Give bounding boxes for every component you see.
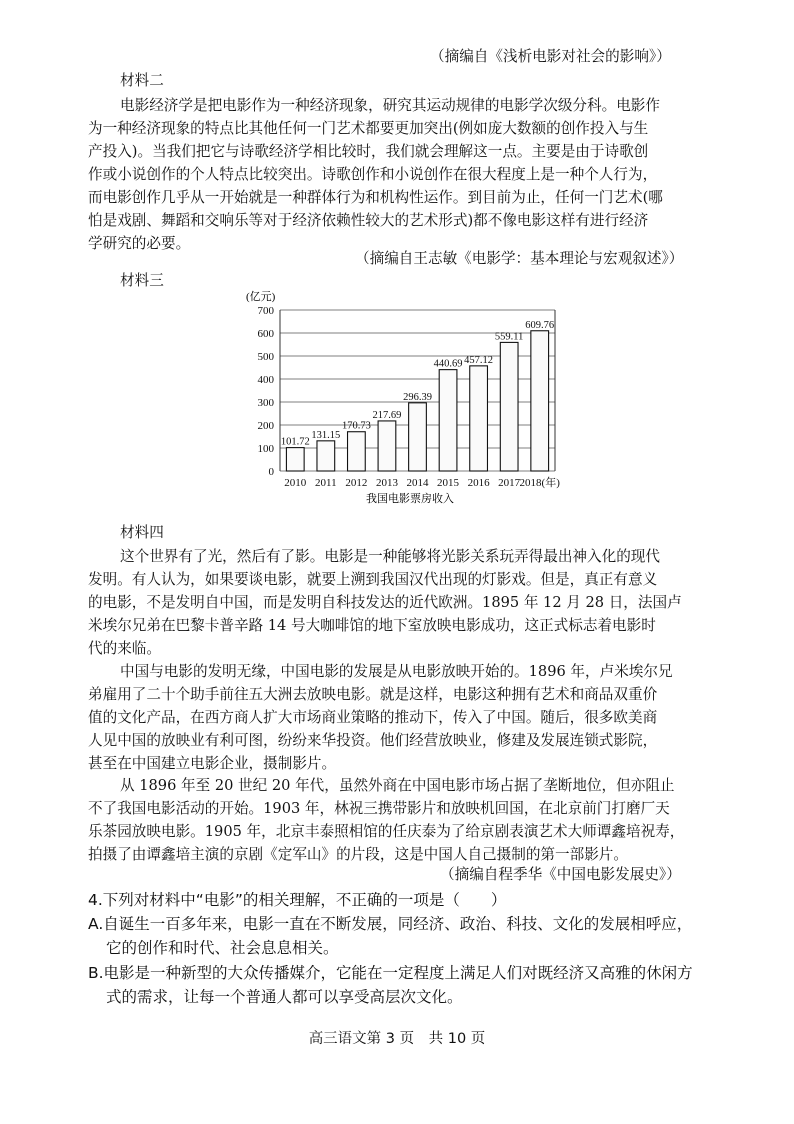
x-axis-ticks [284,475,560,489]
x-tick-label: 2018(年) [519,477,560,489]
bar-value-label: 101.72 [280,436,310,448]
bar-value-label: 131.15 [311,429,341,441]
material4-line: 甚至在中国建立电影企业，摄制影片。 [88,755,337,772]
material4-line: 米埃尔兄弟在巴黎卡普辛路 14 号大咖啡馆的地下室放映电影成功，这正式标志着电影时 [88,617,656,634]
y-tick-label: 700 [257,305,274,317]
x-tick-label: 2014 [406,477,429,489]
bar [531,331,549,471]
option-a-line1: A.自诞生一百多年来，电影一直在不断发展，同经济、政治、科技、文化的发展相呼应， [88,915,693,933]
y-tick-label: 600 [257,328,274,340]
option-b-line2: 式的需求，让每一个普通人都可以享受高层次文化。 [106,988,463,1006]
y-axis-unit-label: (亿元) [246,291,276,303]
y-tick-label: 400 [257,374,274,386]
x-tick-label: 2012 [345,477,368,489]
y-tick-label: 200 [257,420,274,432]
bar [348,432,366,471]
material4-line: 人见中国的放映业有利可图，纷纷来华投资。他们经营放映业，修建及发展连锁式影院， [88,732,658,749]
bar-value-label: 217.69 [372,409,402,421]
material2-source: （摘编自王志敏《电影学：基本理论与宏观叙述》） [355,250,684,267]
material4-line: 值的文化产品，在西方商人扩大市场商业策略的推动下，传入了中国。随后，很多欧美商 [88,709,658,726]
bar [470,366,488,471]
bar [317,441,335,471]
option-a-line2: 它的创作和时代、社会息息相关。 [106,939,339,957]
x-tick-label: 2013 [375,477,398,489]
material4-title: 材料四 [120,524,164,541]
material2-line: 学研究的必要。 [88,235,191,252]
material4-line: 发明。有人认为，如果要谈电影，就要上溯到我国汉代出现的灯影戏。但是，真正有意义 [88,571,658,588]
material2-line: 怕是戏剧、舞蹈和交响乐等对于经济依赖性较大的艺术形式)都不像电影这样有进行经济 [88,212,649,229]
bar-value-label: 457.12 [464,354,494,366]
material4-line: 从 1896 年至 20 世纪 20 年代，虽然外商在中国电影市场占据了垄断地位，但亦阻止 [120,777,675,794]
x-tick-label: 2017 [498,477,521,489]
bar [378,421,396,471]
y-tick-label: 500 [257,351,274,363]
box-office-bar-chart [240,288,580,518]
bar-value-label: 170.73 [341,420,371,432]
y-axis-ticks [258,305,275,478]
y-tick-label: 0 [268,466,274,478]
page-footer: 高三语文第 3 页 共 10 页 [308,1031,486,1047]
material2-line: 电影经济学是把电影作为一种经济现象，研究其运动规律的电影学次级分科。电影作 [120,97,660,114]
y-tick-label: 300 [257,397,274,409]
x-tick-label: 2011 [315,477,337,489]
x-tick-label: 2015 [437,477,460,489]
material4-line: 乐茶园放映电影。1905 年，北京丰泰照相馆的任庆泰为了给京剧表演艺术大师谭鑫培祝寿， [88,823,685,840]
material2-title: 材料二 [120,72,164,89]
bar [439,370,457,471]
material4-line: 不了我国电影活动的开始。1903 年，林祝三携带影片和放映机回国，在北京前门打磨厂天 [88,800,670,817]
material2-line: 为一种经济现象的特点比其他任何一门艺术都要更加突出(例如庞大数额的创作投入与生 [88,120,649,137]
material4-line: 拍摄了由谭鑫培主演的京剧《定军山》的片段，这是中国人自己摄制的第一部影片。 [88,846,628,863]
material4-line: 代的来临。 [88,640,161,657]
material4-line: 中国与电影的发明无缘，中国电影的发展是从电影放映开始的。1896 年，卢米埃尔兄 [120,663,673,680]
material2-line: 作或小说创作的个人特点比较突出。诗歌创作和小说创作在很大程度上是一种个人行为， [88,166,658,183]
bar [500,342,518,471]
option-b-line1: B.电影是一种新型的大众传播媒介，它能在一定程度上满足人们对既经济又高雅的休闲方 [88,964,693,982]
bar [409,403,427,471]
x-tick-label: 2016 [467,477,490,489]
material1-source: （摘编自《浅析电影对社会的影响》） [430,48,671,65]
material4-line: 弟雇用了二十个助手前往五大洲去放映电影。就是这样，电影这种拥有艺术和商品双重价 [88,686,658,703]
material4-line: 这个世界有了光，然后有了影。电影是一种能够将光影关系玩弄得最出神入化的现代 [120,548,660,565]
bar [286,448,304,471]
bar-value-label: 440.69 [433,358,463,370]
material4-source: （摘编自程季华《中国电影发展史》） [440,866,681,883]
x-tick-label: 2010 [284,477,307,489]
bar-value-label: 296.39 [403,391,432,403]
bar-value-label: 559.11 [494,331,524,343]
y-tick-label: 100 [257,443,274,455]
material2-line: 产投入)。当我们把它与诗歌经济学相比较时，我们就会理解这一点。主要是由于诗歌创 [88,143,649,160]
chart-caption: 我国电影票房收入 [366,493,454,505]
bar-value-label: 609.76 [525,319,555,331]
question-stem: 4.下列对材料中“电影”的相关理解，不正确的一项是（ ） [88,891,507,909]
material2-line: 而电影创作几乎从一开始就是一种群体行为和机构性运作。到目前为止，任何一门艺术(哪 [88,189,663,206]
material4-line: 的电影，不是发明自中国，而是发明自科技发达的近代欧洲。1895 年 12 月 28 日，法国卢 [88,594,682,611]
material3-title: 材料三 [120,272,164,289]
